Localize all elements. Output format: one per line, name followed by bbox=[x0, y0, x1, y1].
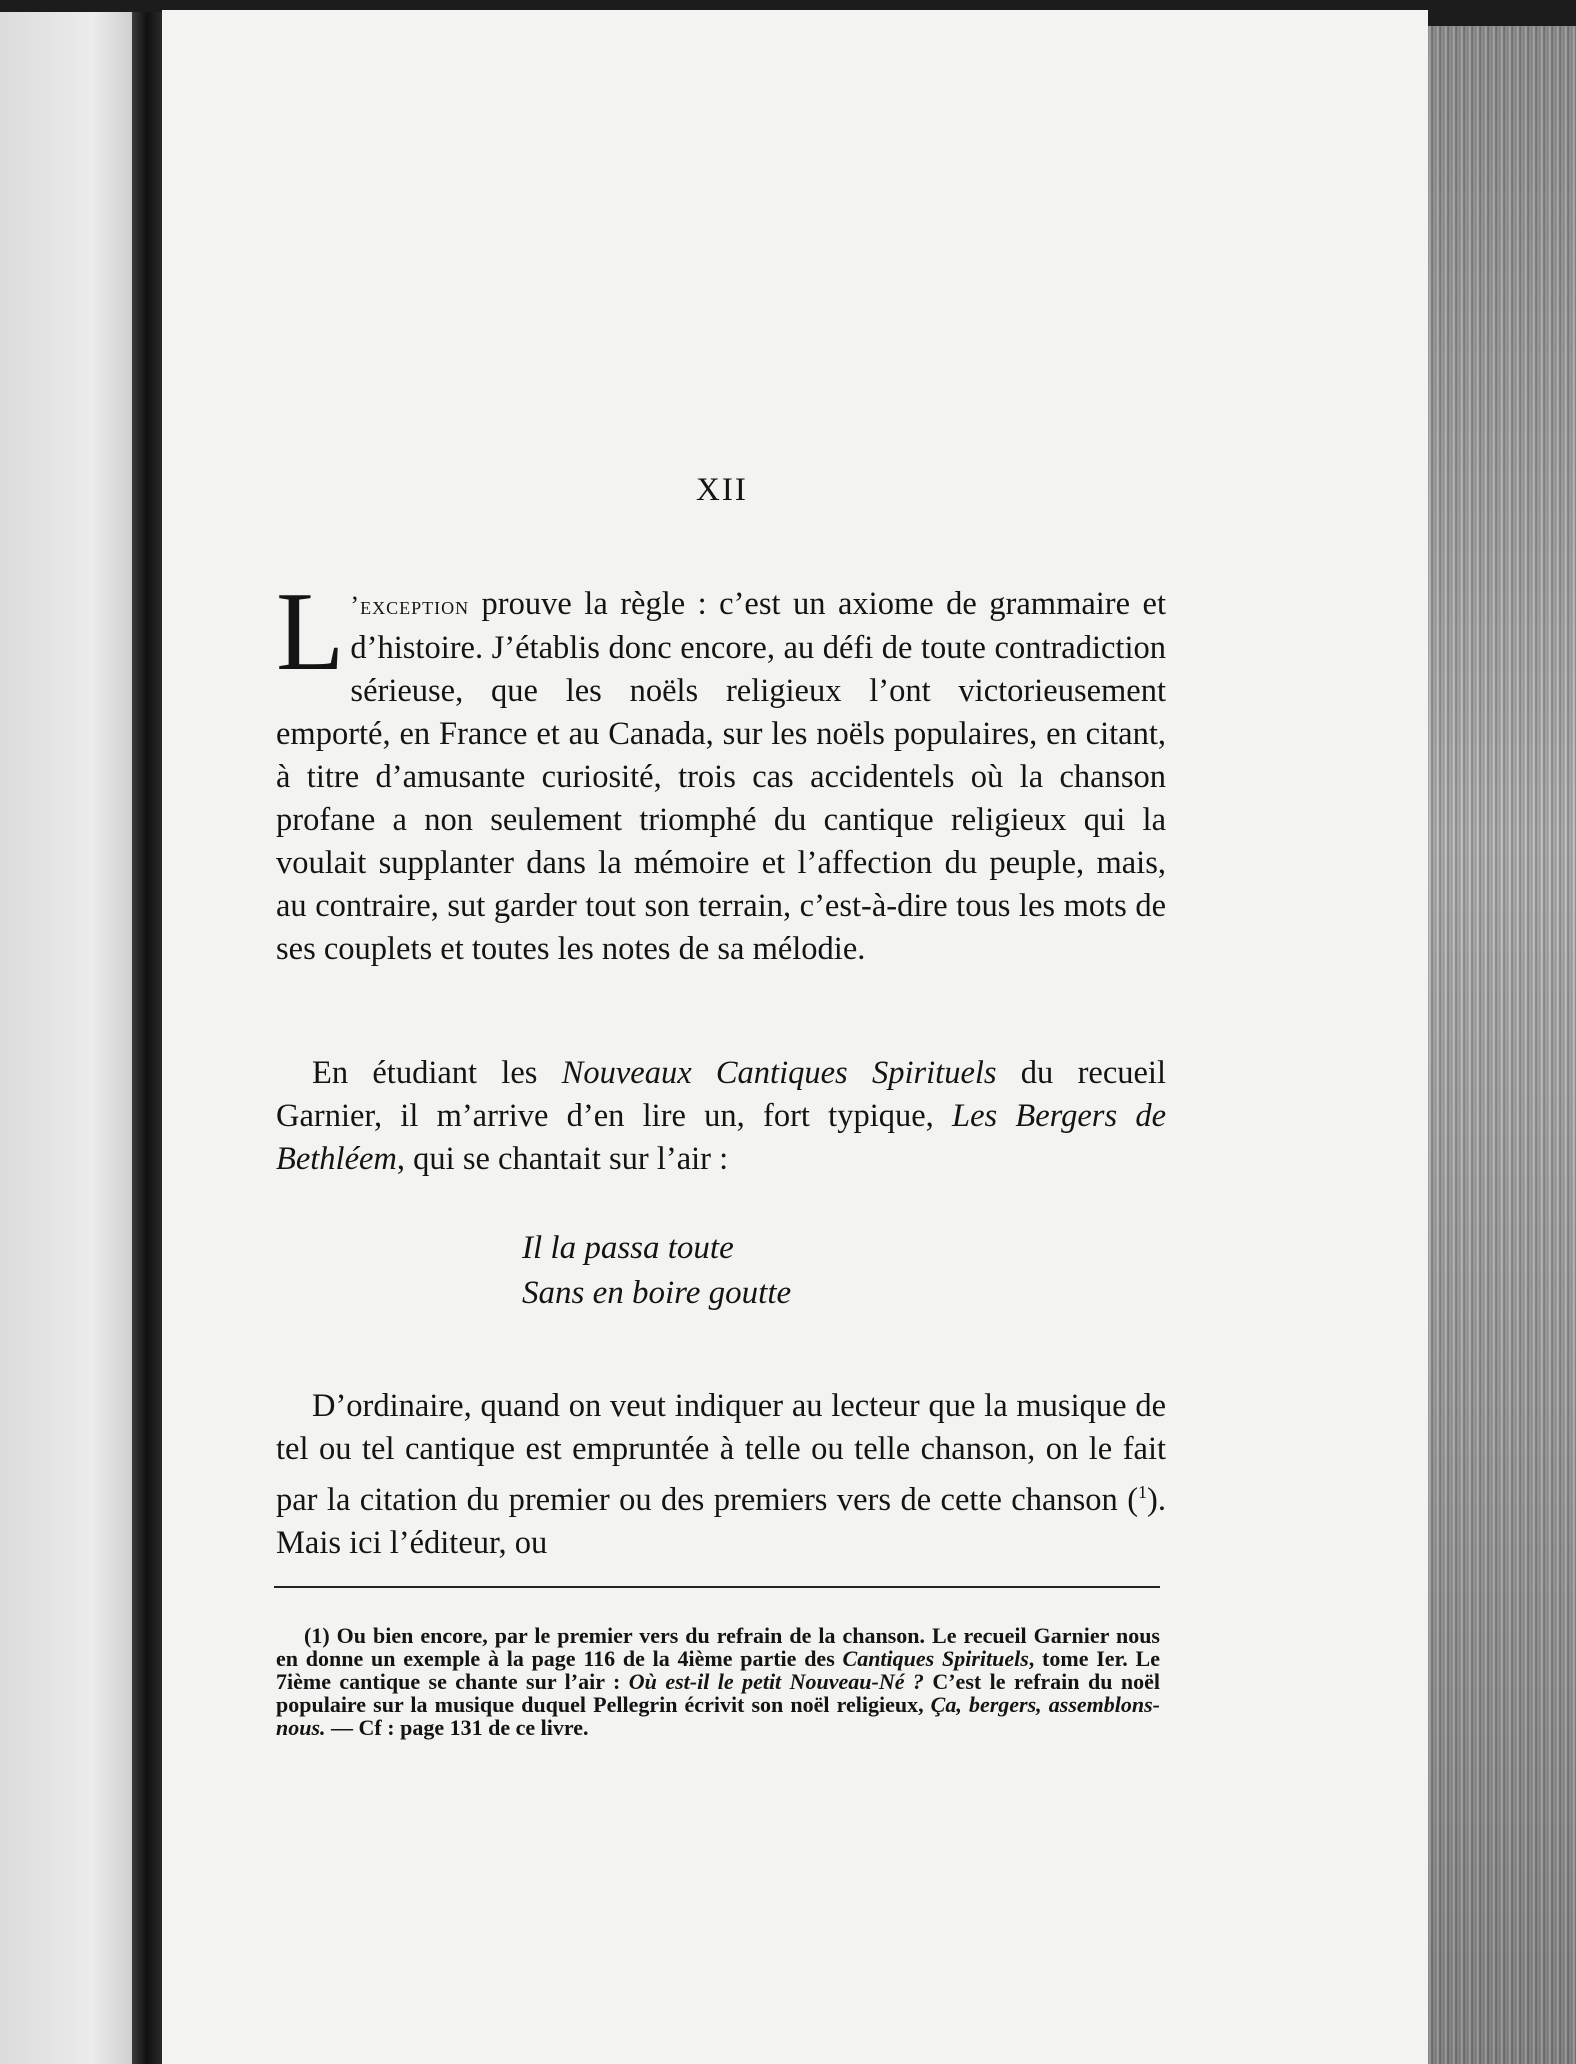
paragraph-2-before: En étudiant les bbox=[312, 1055, 562, 1091]
paragraph-2-after: , qui se chantait sur l’air : bbox=[396, 1141, 729, 1177]
paragraph-3-after: ). Mais ici l’éditeur, ou bbox=[276, 1481, 1166, 1561]
paragraph-1-text: prouve la règle : c’est un axiome de grammaire et d’histoire. J’établis donc encore, au défi de toute contradiction sérieuse, que les noëls religieux l’ont victorieusement emporté, en France et au Canada, sur les noëls populaires, en citant, à titre d’amusante curiosité, trois cas accidentels où la chanson profane a non seulement triomphé du cantique religieux qui la voulait supplanter dans la mémoire et l’affection du peuple, mais, au contraire, sut garder tout son terrain, c’est-à-dire tous les mots de ses couplets et toutes les notes de sa mélodie. bbox=[276, 586, 1166, 967]
footnote bbox=[276, 1624, 1160, 1739]
footnote-title-ca-bergers: Ça, bergers, assemblons-nous. bbox=[276, 1692, 1160, 1740]
chapter-number: XII bbox=[696, 472, 748, 508]
title-nouveaux-cantiques: Nouveaux Cantiques Spirituels bbox=[561, 1055, 997, 1091]
title-les-bergers: Les Bergers de Bethléem bbox=[276, 1098, 1166, 1177]
paragraph-3-text: D’ordinaire, quand on veut indiquer au lecteur que la musique de tel ou tel cantique est empruntée à telle ou telle chanson, on le fait par la citation du premier ou des premiers vers de cette chanson ( bbox=[276, 1388, 1166, 1518]
paragraph-3 bbox=[276, 1385, 1166, 1565]
footnote-rule bbox=[274, 1586, 1160, 1588]
page-stack-shade bbox=[1428, 26, 1576, 2064]
footnote-part-2: , tome Ier. Le 7ième cantique se chante sur l’air : bbox=[276, 1646, 1160, 1694]
verse-line-2: Sans en boire goutte bbox=[522, 1275, 792, 1311]
right-page bbox=[162, 10, 1428, 2064]
verse-line-1: Il la passa toute bbox=[522, 1230, 734, 1266]
book-gutter bbox=[132, 12, 162, 2064]
footnote-title-nouveau-ne: Où est-il le petit Nouveau-Né ? bbox=[628, 1669, 924, 1694]
footnote-part-3: C’est le refrain du noël populaire sur la musique duquel Pellegrin écrivit son noël religieux, bbox=[276, 1669, 1160, 1717]
footnote-title-cantiques: Cantiques Spirituels bbox=[842, 1646, 1029, 1671]
paragraph-2-middle: du recueil Garnier, il m’arrive d’en lire un, fort typique, bbox=[276, 1055, 1166, 1134]
footnote-part-4: — Cf : page 131 de ce livre. bbox=[325, 1715, 589, 1740]
drop-cap: L bbox=[276, 570, 345, 694]
paragraph-2 bbox=[276, 1052, 1166, 1181]
paragraph-1 bbox=[276, 570, 1166, 971]
footnote-part-1: (1) Ou bien encore, par le premier vers du refrain de la chanson. Le recueil Garnier nous en donne un exemple à la page 116 de la 4ième partie des bbox=[276, 1623, 1160, 1671]
small-caps-lead: ’exception bbox=[350, 591, 470, 620]
footnote-reference: 1 bbox=[1138, 1482, 1148, 1502]
left-page-edge bbox=[0, 12, 132, 2064]
